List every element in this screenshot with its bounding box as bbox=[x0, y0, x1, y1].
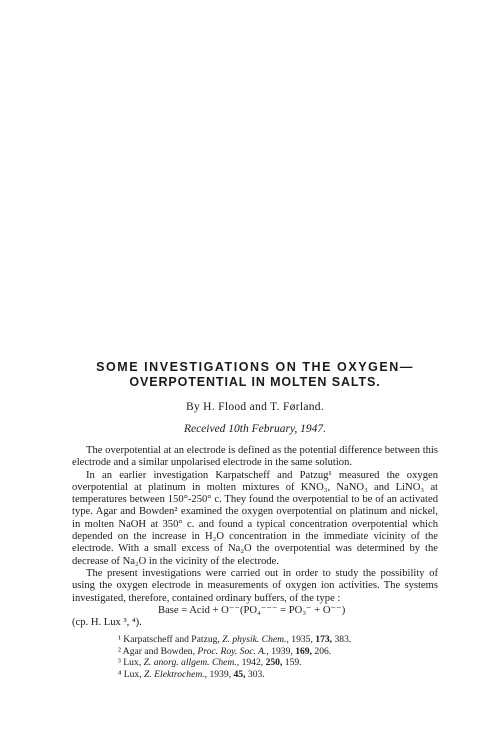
reference-journal: Proc. Roy. Soc. A., bbox=[197, 645, 269, 657]
title-line-2: OVERPOTENTIAL IN MOLTEN SALTS. bbox=[129, 375, 381, 389]
reference-journal: Z. anorg. allgem. Chem., bbox=[143, 657, 240, 669]
reference-pages: 206. bbox=[314, 645, 332, 657]
footnote-references bbox=[72, 634, 438, 680]
reference-pages: 383. bbox=[334, 634, 352, 646]
reference-item bbox=[118, 646, 438, 657]
reference-number: ² bbox=[118, 645, 121, 657]
paragraph-2: In an earlier investigation Karpatscheff and Patzug¹ measured the oxygen overpotential at platinum in molten mixtures of KNO₃, NaNO₃ and LiNO₃ at temperatures between 150°-250° c. They found the overpotential to be of an activated type. Agar and Bowden² examined the oxygen overpotential on platinum and nickel, in molten NaOH at 350° c. and found a typical concentration overpotential which depended on the increase in H₂O concentration in the immediate vicinity of the electrode. With a small excess of Na₂O the overpotential was determined by the decrease of Na₂O in the vicinity of the electrode. bbox=[72, 469, 438, 567]
reference-year: 1939, bbox=[209, 668, 232, 680]
reference-number: ¹ bbox=[118, 634, 121, 646]
reference-journal: Z. Elektrochem., bbox=[144, 668, 208, 680]
reference-pages: 303. bbox=[247, 668, 265, 680]
cross-reference: (cp. H. Lux ³, ⁴). bbox=[72, 617, 142, 629]
buffer-equation: Base = Acid + O⁻⁻(PO₄⁻⁻⁻ = PO₃⁻ + O⁻⁻) bbox=[158, 604, 346, 616]
reference-year: 1942, bbox=[241, 657, 264, 669]
reference-item bbox=[118, 634, 438, 645]
paragraph-3: The present investigations were carried out in order to study the possibility of using the oxygen electrode in measurements of oxygen ion activities. The systems investigated, therefore, contained ordinary buffers, of the type : bbox=[72, 567, 438, 604]
reference-volume: 169, bbox=[295, 645, 312, 657]
reference-year: 1935, bbox=[291, 634, 313, 646]
reference-number: ⁴ bbox=[118, 668, 122, 680]
reference-pages: 159. bbox=[284, 657, 302, 669]
reference-volume: 173, bbox=[315, 634, 333, 646]
article-title bbox=[60, 360, 450, 390]
reference-authors: Lux, bbox=[123, 657, 142, 669]
reference-authors: Lux, bbox=[123, 668, 142, 680]
reference-item bbox=[118, 669, 438, 680]
reference-volume: 250, bbox=[265, 657, 283, 669]
article-body bbox=[72, 445, 438, 680]
reference-journal: Z. physik. Chem., bbox=[222, 634, 289, 646]
paragraph-1: The overpotential at an electrode is defined as the potential difference between this electrode and a similar unpolarised electrode in the same solution. bbox=[72, 445, 438, 469]
reference-authors: Agar and Bowden, bbox=[122, 645, 195, 657]
article-authors: By H. Flood and T. Førland. bbox=[185, 401, 324, 413]
reference-authors: Karpatscheff and Patzug, bbox=[123, 634, 220, 646]
title-line-1: SOME INVESTIGATIONS ON THE OXYGEN— bbox=[96, 360, 414, 374]
reference-number: ³ bbox=[118, 657, 121, 669]
reference-item bbox=[118, 657, 438, 668]
received-date: Received 10th February, 1947. bbox=[183, 423, 327, 435]
reference-year: 1939, bbox=[271, 645, 293, 657]
reference-volume: 45, bbox=[233, 668, 246, 680]
